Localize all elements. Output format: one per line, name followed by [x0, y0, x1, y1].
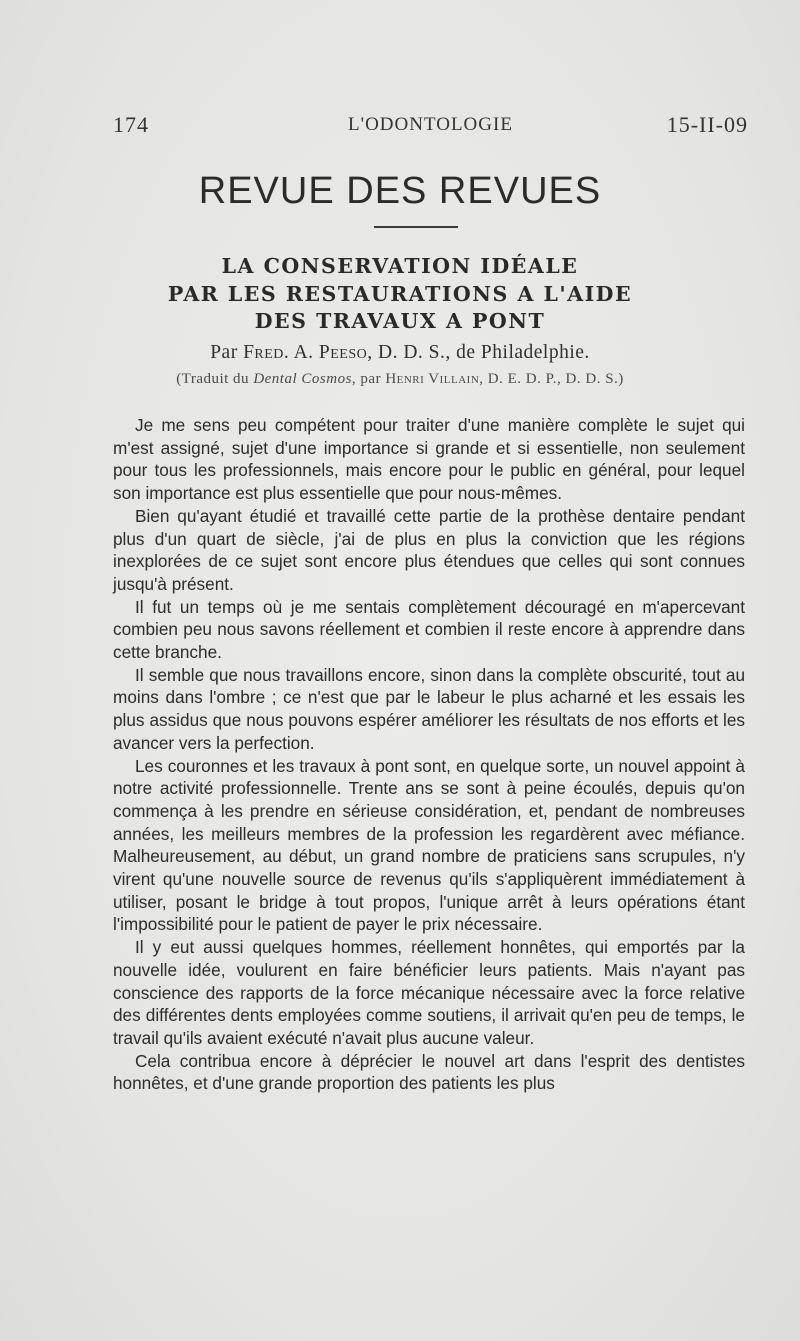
translator-by: , par — [351, 371, 382, 387]
article-title-line: DES TRAVAUX A PONT — [254, 309, 546, 333]
paragraph: Cela contribua encore à déprécier le nouvel art dans l'esprit des dentistes honnêtes, et d'une grande proportion des patients les plus — [113, 1050, 745, 1094]
paragraph: Je me sens peu compétent pour traiter d'une manière complète le sujet qui m'est assigné, sujet d'une importance si grande et si essentielle, non seulement pour tous les professionnels, mais encore pour le public en général, pour lequel son importance est plus essentielle que pour nous-mêmes. — [113, 415, 745, 504]
paragraph: Les couronnes et les travaux à pont sont, en quelque sorte, un nouvel appoint à notre activité professionnelle. Trente ans se sont à peine écoulés, depuis qu'on commença à les prendre en sérieuse considération, et, pendant de nombreuses années, les meilleurs membres de la profession les regardèrent avec méfiance. Malheureusement, au début, un grand nombre de praticiens sans scrupules, n'y virent qu'une nouvelle source de revenus qu'ils s'appliquèrent immédiatement à utiliser, posant le bridge à tout propos, l'unique arrêt à leurs opérations étant l'impossibilité pour le patient de payer le prix nécessaire. — [113, 755, 745, 935]
article-title-line: PAR LES RESTAURATIONS A L'AIDE — [167, 281, 633, 306]
page-number: 174 — [113, 112, 149, 137]
translator-name: Henri Villain — [385, 371, 480, 387]
paragraph: Il fut un temps où je me sentais complètement découragé en m'apercevant combien peu nous savons réellement et combien il reste encore à apprendre dans cette branche. — [113, 596, 745, 663]
paragraph: Il semble que nous travaillons encore, sinon dans la complète obscurité, tout au moins dans l'ombre ; ce n'est que par le labeur le plus acharné et les essais les plus assidus que nous pouvons espérer améliorer les résultats de nos efforts et les avancer vers la perfection. — [113, 664, 745, 753]
title-divider — [374, 226, 458, 228]
section-title: REVUE DES REVUES — [198, 170, 602, 212]
author-name: Fred. A. Peeso — [243, 342, 368, 363]
journal-name: L'ODONTOLOGIE — [348, 114, 513, 135]
article-title — [0, 253, 800, 336]
article-title-line: LA CONSERVATION IDÉALE — [221, 254, 579, 278]
issue-date: 15-II-09 — [666, 112, 748, 137]
translator-credentials: , D. E. D. P., D. D. S.) — [479, 371, 624, 387]
paragraph: Il y eut aussi quelques hommes, réellement honnêtes, qui emportés par la nouvelle idée, voulurent en faire bénéficier leurs patients. Mais n'ayant pas conscience des rapports de la force mécanique nécessaire avec la force relative des différentes dents employées comme soutiens, il arrivait qu'en peu de temps, le travail qu'ils avaient exécuté n'avait plus aucune valeur. — [113, 937, 745, 1048]
translator-note — [0, 371, 800, 388]
translator-prefix: (Traduit du — [176, 371, 250, 387]
author-credentials: , D. D. S., de Philadelphie. — [367, 342, 590, 363]
byline — [0, 342, 800, 364]
source-journal: Dental Cosmos — [253, 371, 352, 387]
byline-prefix: Par — [210, 342, 238, 363]
running-header — [113, 112, 748, 142]
paragraph: Bien qu'ayant étudié et travaillé cette partie de la prothèse dentaire pendant plus d'un quart de siècle, j'ai de plus en plus la conviction que les régions inexplorées de ce sujet sont encore plus étendues que celles qui sont connues jusqu'à présent. — [113, 505, 745, 594]
article-body — [113, 414, 745, 1095]
